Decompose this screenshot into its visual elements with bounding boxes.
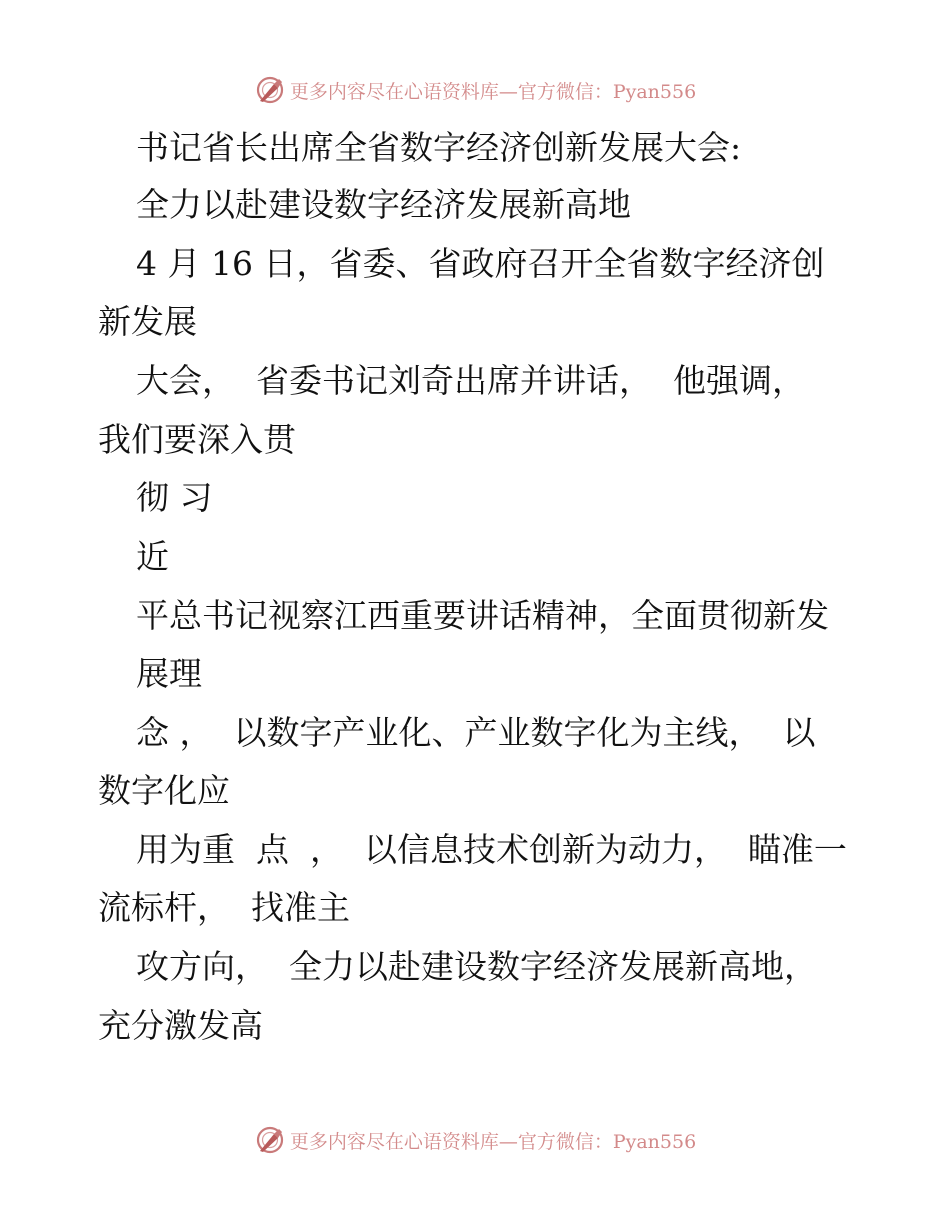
body-line-13: 用为重 点 ， 以信息技术创新为动力， 瞄准一	[136, 830, 847, 869]
body-line-4: 新发展	[98, 302, 197, 341]
header-watermark	[0, 72, 950, 108]
body-line-1: 书记省长出席全省数字经济创新发展大会:	[136, 128, 742, 167]
body-line-6: 我们要深入贯	[98, 420, 296, 459]
body-line-10: 展理	[136, 654, 202, 693]
pen-nib-logo-icon	[254, 1124, 286, 1156]
body-line-8: 近	[136, 537, 169, 576]
watermark-text: 更多内容尽在心语资料库—官方微信：Pyan556	[289, 1130, 697, 1153]
body-line-2: 全力以赴建设数字经济发展新高地	[136, 185, 631, 224]
watermark-text: 更多内容尽在心语资料库—官方微信：Pyan556	[289, 80, 697, 103]
body-line-9: 平总书记视察江西重要讲话精神，全面贯彻新发	[136, 596, 829, 635]
body-line-5: 大会， 省委书记刘奇出席并讲话， 他强调，	[136, 361, 805, 400]
body-line-14: 流标杆， 找准主	[98, 888, 350, 927]
body-line-11: 念 ， 以数字产业化、产业数字化为主线， 以	[136, 713, 816, 752]
footer-watermark	[0, 1122, 950, 1158]
body-line-12: 数字化应	[98, 771, 230, 810]
body-line-15: 攻方向， 全力以赴建设数字经济发展新高地，	[136, 947, 817, 986]
body-line-16: 充分激发高	[98, 1006, 263, 1045]
pen-nib-logo-icon	[254, 74, 286, 106]
body-line-7: 彻 习	[136, 478, 213, 517]
body-line-3: 4 月 16 日，省委、省政府召开全省数字经济创	[136, 244, 825, 283]
